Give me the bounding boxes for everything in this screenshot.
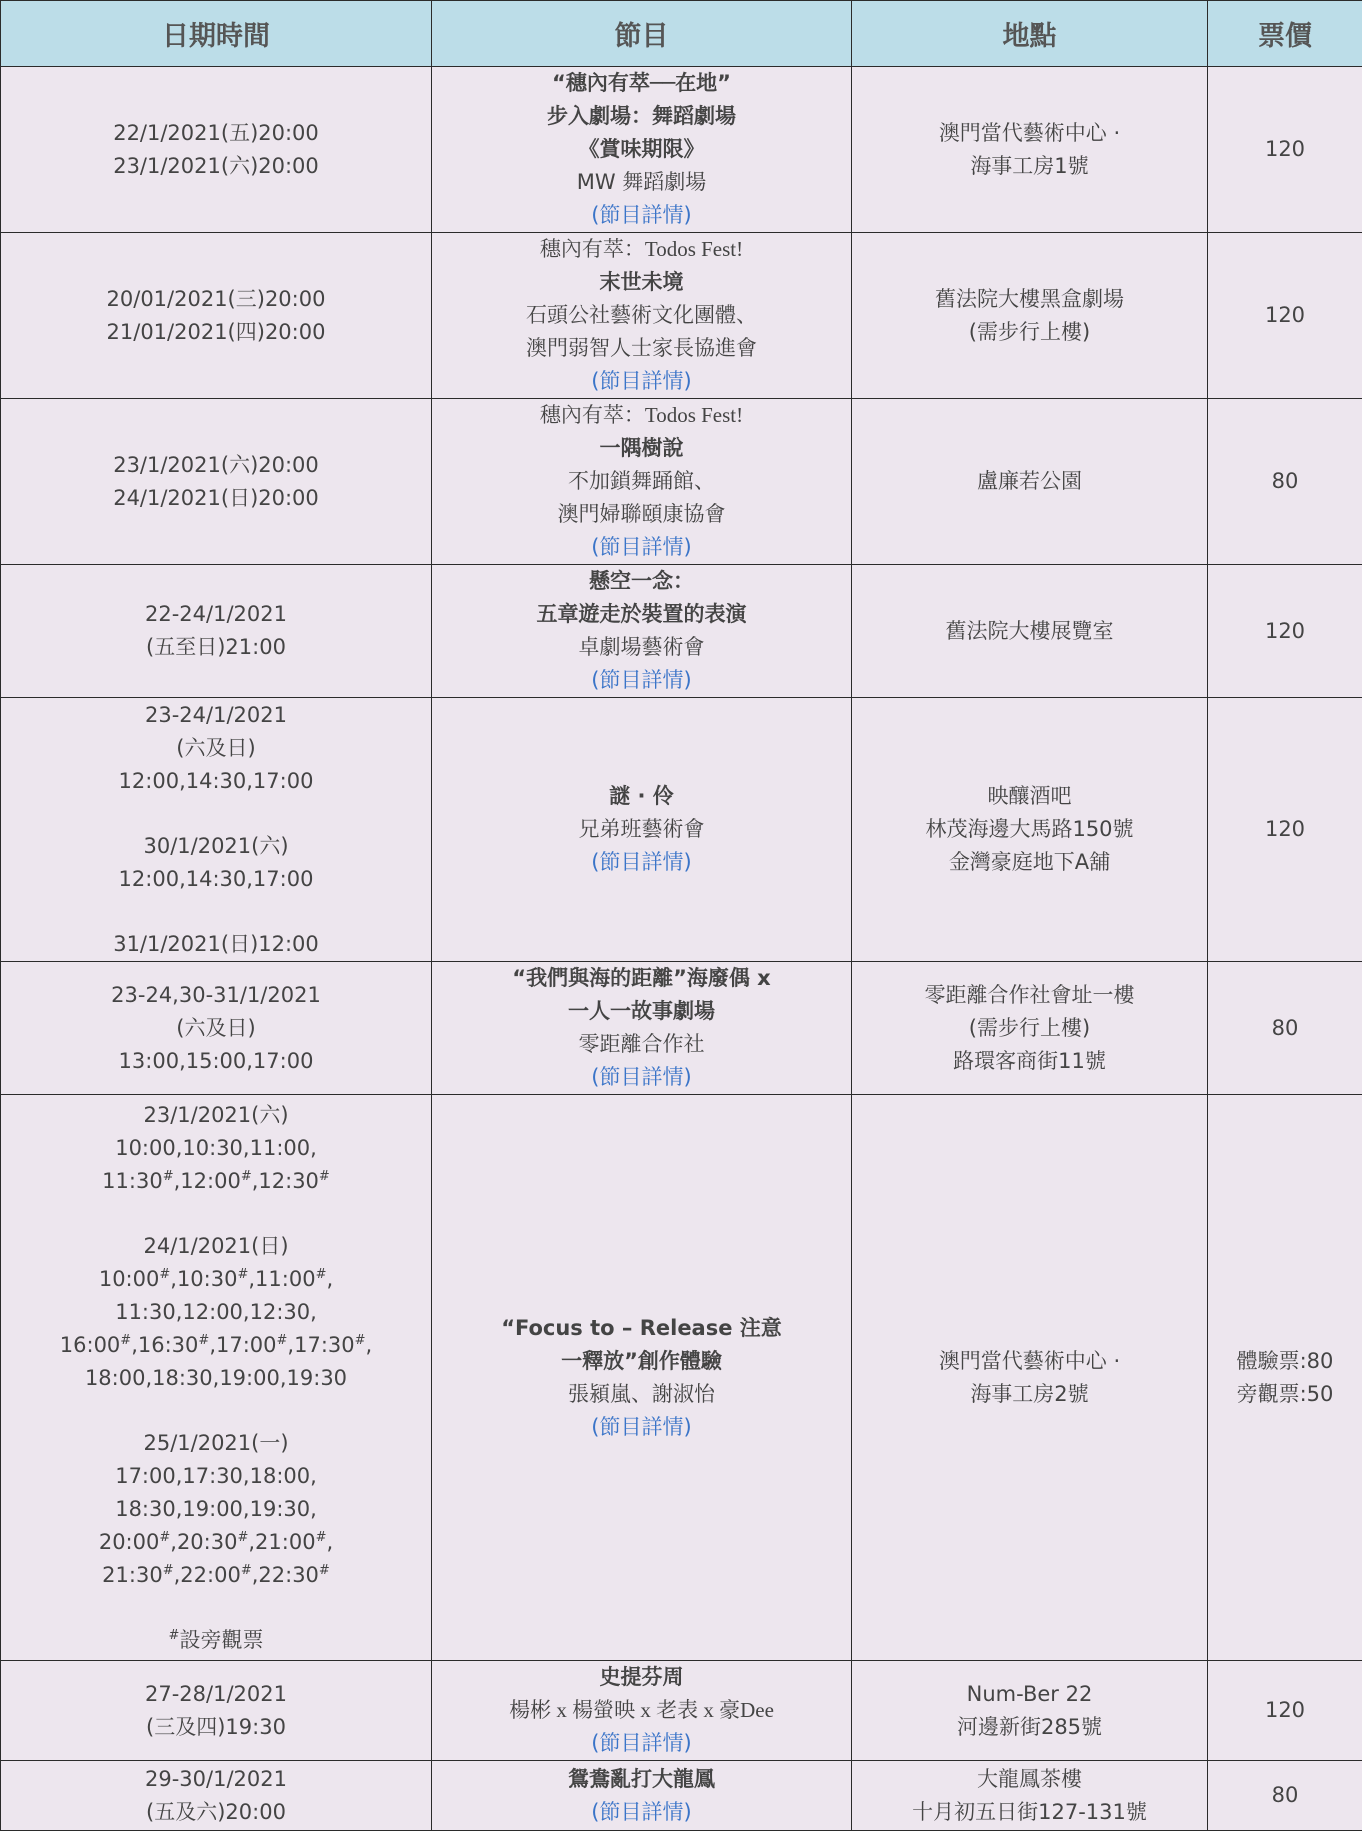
venue-line: (需步行上樓) — [852, 316, 1207, 349]
date-cell — [1, 1661, 432, 1761]
price-cell: 80 — [1208, 1761, 1362, 1831]
program-line: 一人一故事劇場 — [432, 995, 851, 1028]
program-line: 澳門弱智人士家長協進會 — [432, 332, 851, 365]
date-line: 11:30,12:00,12:30, — [1, 1296, 431, 1329]
venue-line: 海事工房2號 — [852, 1378, 1207, 1411]
date-line: 10:00#,10:30#,11:00#, — [1, 1263, 431, 1296]
date-line: 29-30/1/2021 — [1, 1763, 431, 1796]
program-line: 謎 · 伶 — [432, 780, 851, 813]
line-gap — [1, 896, 431, 928]
date-cell — [1, 698, 432, 962]
date-cell — [1, 233, 432, 399]
date-line: 16:00#,16:30#,17:00#,17:30#, — [1, 1329, 431, 1362]
program-line: 穗內有萃：Todos Fest! — [432, 233, 851, 266]
venue-cell — [852, 67, 1208, 233]
date-line: 27-28/1/2021 — [1, 1678, 431, 1711]
program-details-link[interactable]: (節目詳情) — [432, 1727, 851, 1760]
audience-ticket-note: #設旁觀票 — [1, 1624, 431, 1657]
table-row — [1, 1761, 1362, 1831]
program-line: 懸空一念： — [432, 565, 851, 598]
venue-line: 路環客商街11號 — [852, 1045, 1207, 1078]
program-line: 楊彬 x 楊螢映 x 老表 x 豪Dee — [432, 1694, 851, 1727]
date-cell — [1, 399, 432, 565]
program-line: “我們與海的距離”海廢偶 x — [432, 962, 851, 995]
date-line: 17:00,17:30,18:00, — [1, 1460, 431, 1493]
program-details-link[interactable]: (節目詳情) — [432, 664, 851, 697]
program-line: 一隅樹說 — [432, 432, 851, 465]
date-line: 20/01/2021(三)20:00 — [1, 283, 431, 316]
table-row — [1, 1661, 1362, 1761]
date-cell — [1, 962, 432, 1095]
program-details-link[interactable]: (節目詳情) — [432, 1796, 851, 1829]
date-cell — [1, 1095, 432, 1661]
date-line: 12:00,14:30,17:00 — [1, 863, 431, 896]
venue-cell — [852, 698, 1208, 962]
header-venue: 地點 — [852, 1, 1208, 67]
date-line: 22-24/1/2021 — [1, 598, 431, 631]
header-price: 票價 — [1208, 1, 1362, 67]
table-row — [1, 962, 1362, 1095]
venue-line: 大龍鳳茶樓 — [852, 1763, 1207, 1796]
date-line: 18:30,19:00,19:30, — [1, 1493, 431, 1526]
date-line: 11:30#,12:00#,12:30# — [1, 1165, 431, 1198]
date-line: 23-24/1/2021 — [1, 699, 431, 732]
price-line: 旁觀票:50 — [1208, 1378, 1362, 1411]
date-line: 23/1/2021(六)20:00 — [1, 150, 431, 183]
date-cell — [1, 1761, 432, 1831]
header-program: 節目 — [432, 1, 852, 67]
venue-line: 舊法院大樓展覽室 — [852, 615, 1207, 648]
price-cell — [1208, 1095, 1362, 1661]
program-line: 澳門婦聯頤康協會 — [432, 498, 851, 531]
program-line: 不加鎖舞踊館、 — [432, 465, 851, 498]
price-cell: 120 — [1208, 67, 1362, 233]
venue-line: 海事工房1號 — [852, 150, 1207, 183]
date-line: 23-24,30-31/1/2021 — [1, 979, 431, 1012]
price-cell: 120 — [1208, 698, 1362, 962]
date-line: 25/1/2021(一) — [1, 1427, 431, 1460]
venue-line: 舊法院大樓黑盒劇場 — [852, 283, 1207, 316]
program-cell — [432, 1761, 852, 1831]
program-cell — [432, 1095, 852, 1661]
program-cell — [432, 698, 852, 962]
venue-cell — [852, 1661, 1208, 1761]
program-line: “Focus to – Release 注意 — [432, 1312, 851, 1345]
venue-cell — [852, 962, 1208, 1095]
date-cell — [1, 565, 432, 698]
program-line: 穗內有萃：Todos Fest! — [432, 399, 851, 432]
program-details-link[interactable]: (節目詳情) — [432, 531, 851, 564]
venue-line: 零距離合作社會址一樓 — [852, 979, 1207, 1012]
date-line: 31/1/2021(日)12:00 — [1, 928, 431, 961]
date-line: (六及日) — [1, 1012, 431, 1045]
line-gap — [1, 1395, 431, 1427]
venue-line: 盧廉若公園 — [852, 465, 1207, 498]
program-details-link[interactable]: (節目詳情) — [432, 846, 851, 879]
table-row — [1, 67, 1362, 233]
program-cell — [432, 1661, 852, 1761]
venue-line: 澳門當代藝術中心 · — [852, 117, 1207, 150]
table-row — [1, 1095, 1362, 1661]
program-line: 五章遊走於裝置的表演 — [432, 598, 851, 631]
program-line: 零距離合作社 — [432, 1028, 851, 1061]
venue-line: 十月初五日街127-131號 — [852, 1796, 1207, 1829]
venue-line: 澳門當代藝術中心 · — [852, 1345, 1207, 1378]
date-line: 20:00#,20:30#,21:00#, — [1, 1526, 431, 1559]
date-line: 13:00,15:00,17:00 — [1, 1045, 431, 1078]
program-details-link[interactable]: (節目詳情) — [432, 1411, 851, 1444]
price-cell: 80 — [1208, 399, 1362, 565]
price-cell: 120 — [1208, 233, 1362, 399]
program-details-link[interactable]: (節目詳情) — [432, 1061, 851, 1094]
program-line: 《賞味期限》 — [432, 133, 851, 166]
program-line: 一釋放”創作體驗 — [432, 1345, 851, 1378]
program-cell — [432, 67, 852, 233]
line-gap — [1, 798, 431, 830]
venue-cell — [852, 1095, 1208, 1661]
program-cell — [432, 962, 852, 1095]
line-gap — [1, 1198, 431, 1230]
program-line: 鴛鴦亂打大龍鳳 — [432, 1763, 851, 1796]
venue-line: Num-Ber 22 — [852, 1678, 1207, 1711]
program-details-link[interactable]: (節目詳情) — [432, 199, 851, 232]
program-line: 步入劇場：舞蹈劇場 — [432, 100, 851, 133]
date-line: (五至日)21:00 — [1, 631, 431, 664]
date-line: 18:00,18:30,19:00,19:30 — [1, 1362, 431, 1395]
date-cell — [1, 67, 432, 233]
price-line: 體驗票:80 — [1208, 1345, 1362, 1378]
venue-cell — [852, 1761, 1208, 1831]
venue-line: 映釀酒吧 — [852, 780, 1207, 813]
date-line: 22/1/2021(五)20:00 — [1, 117, 431, 150]
venue-cell — [852, 399, 1208, 565]
program-line: “穗內有萃──在地” — [432, 67, 851, 100]
price-cell: 80 — [1208, 962, 1362, 1095]
program-cell — [432, 565, 852, 698]
program-line: 末世未境 — [432, 266, 851, 299]
program-line: 石頭公社藝術文化團體、 — [432, 299, 851, 332]
date-line: (五及六)20:00 — [1, 1796, 431, 1829]
program-line: MW 舞蹈劇場 — [432, 166, 851, 199]
table-row — [1, 233, 1362, 399]
date-line: 21:30#,22:00#,22:30# — [1, 1559, 431, 1592]
program-details-link[interactable]: (節目詳情) — [432, 365, 851, 398]
date-line: 10:00,10:30,11:00, — [1, 1132, 431, 1165]
program-line: 卓劇場藝術會 — [432, 631, 851, 664]
date-line: 24/1/2021(日)20:00 — [1, 482, 431, 515]
program-cell — [432, 399, 852, 565]
price-cell: 120 — [1208, 565, 1362, 698]
venue-line: 河邊新街285號 — [852, 1711, 1207, 1744]
program-cell — [432, 233, 852, 399]
date-line: (六及日) — [1, 732, 431, 765]
date-line: (三及四)19:30 — [1, 1711, 431, 1744]
date-line: 23/1/2021(六)20:00 — [1, 449, 431, 482]
header-date: 日期時間 — [1, 1, 432, 67]
date-line: 24/1/2021(日) — [1, 1230, 431, 1263]
table-row — [1, 399, 1362, 565]
line-gap — [1, 1592, 431, 1624]
venue-cell — [852, 565, 1208, 698]
program-line: 張潁嵐、謝淑怡 — [432, 1378, 851, 1411]
date-line: 21/01/2021(四)20:00 — [1, 316, 431, 349]
table-row — [1, 698, 1362, 962]
header-row — [1, 1, 1362, 67]
venue-line: 金灣豪庭地下A舖 — [852, 846, 1207, 879]
venue-cell — [852, 233, 1208, 399]
program-line: 史提芬周 — [432, 1661, 851, 1694]
venue-line: 林茂海邊大馬路150號 — [852, 813, 1207, 846]
price-cell: 120 — [1208, 1661, 1362, 1761]
program-line: 兄弟班藝術會 — [432, 813, 851, 846]
venue-line: (需步行上樓) — [852, 1012, 1207, 1045]
date-line: 30/1/2021(六) — [1, 830, 431, 863]
date-line: 23/1/2021(六) — [1, 1099, 431, 1132]
table-row — [1, 565, 1362, 698]
date-line: 12:00,14:30,17:00 — [1, 765, 431, 798]
